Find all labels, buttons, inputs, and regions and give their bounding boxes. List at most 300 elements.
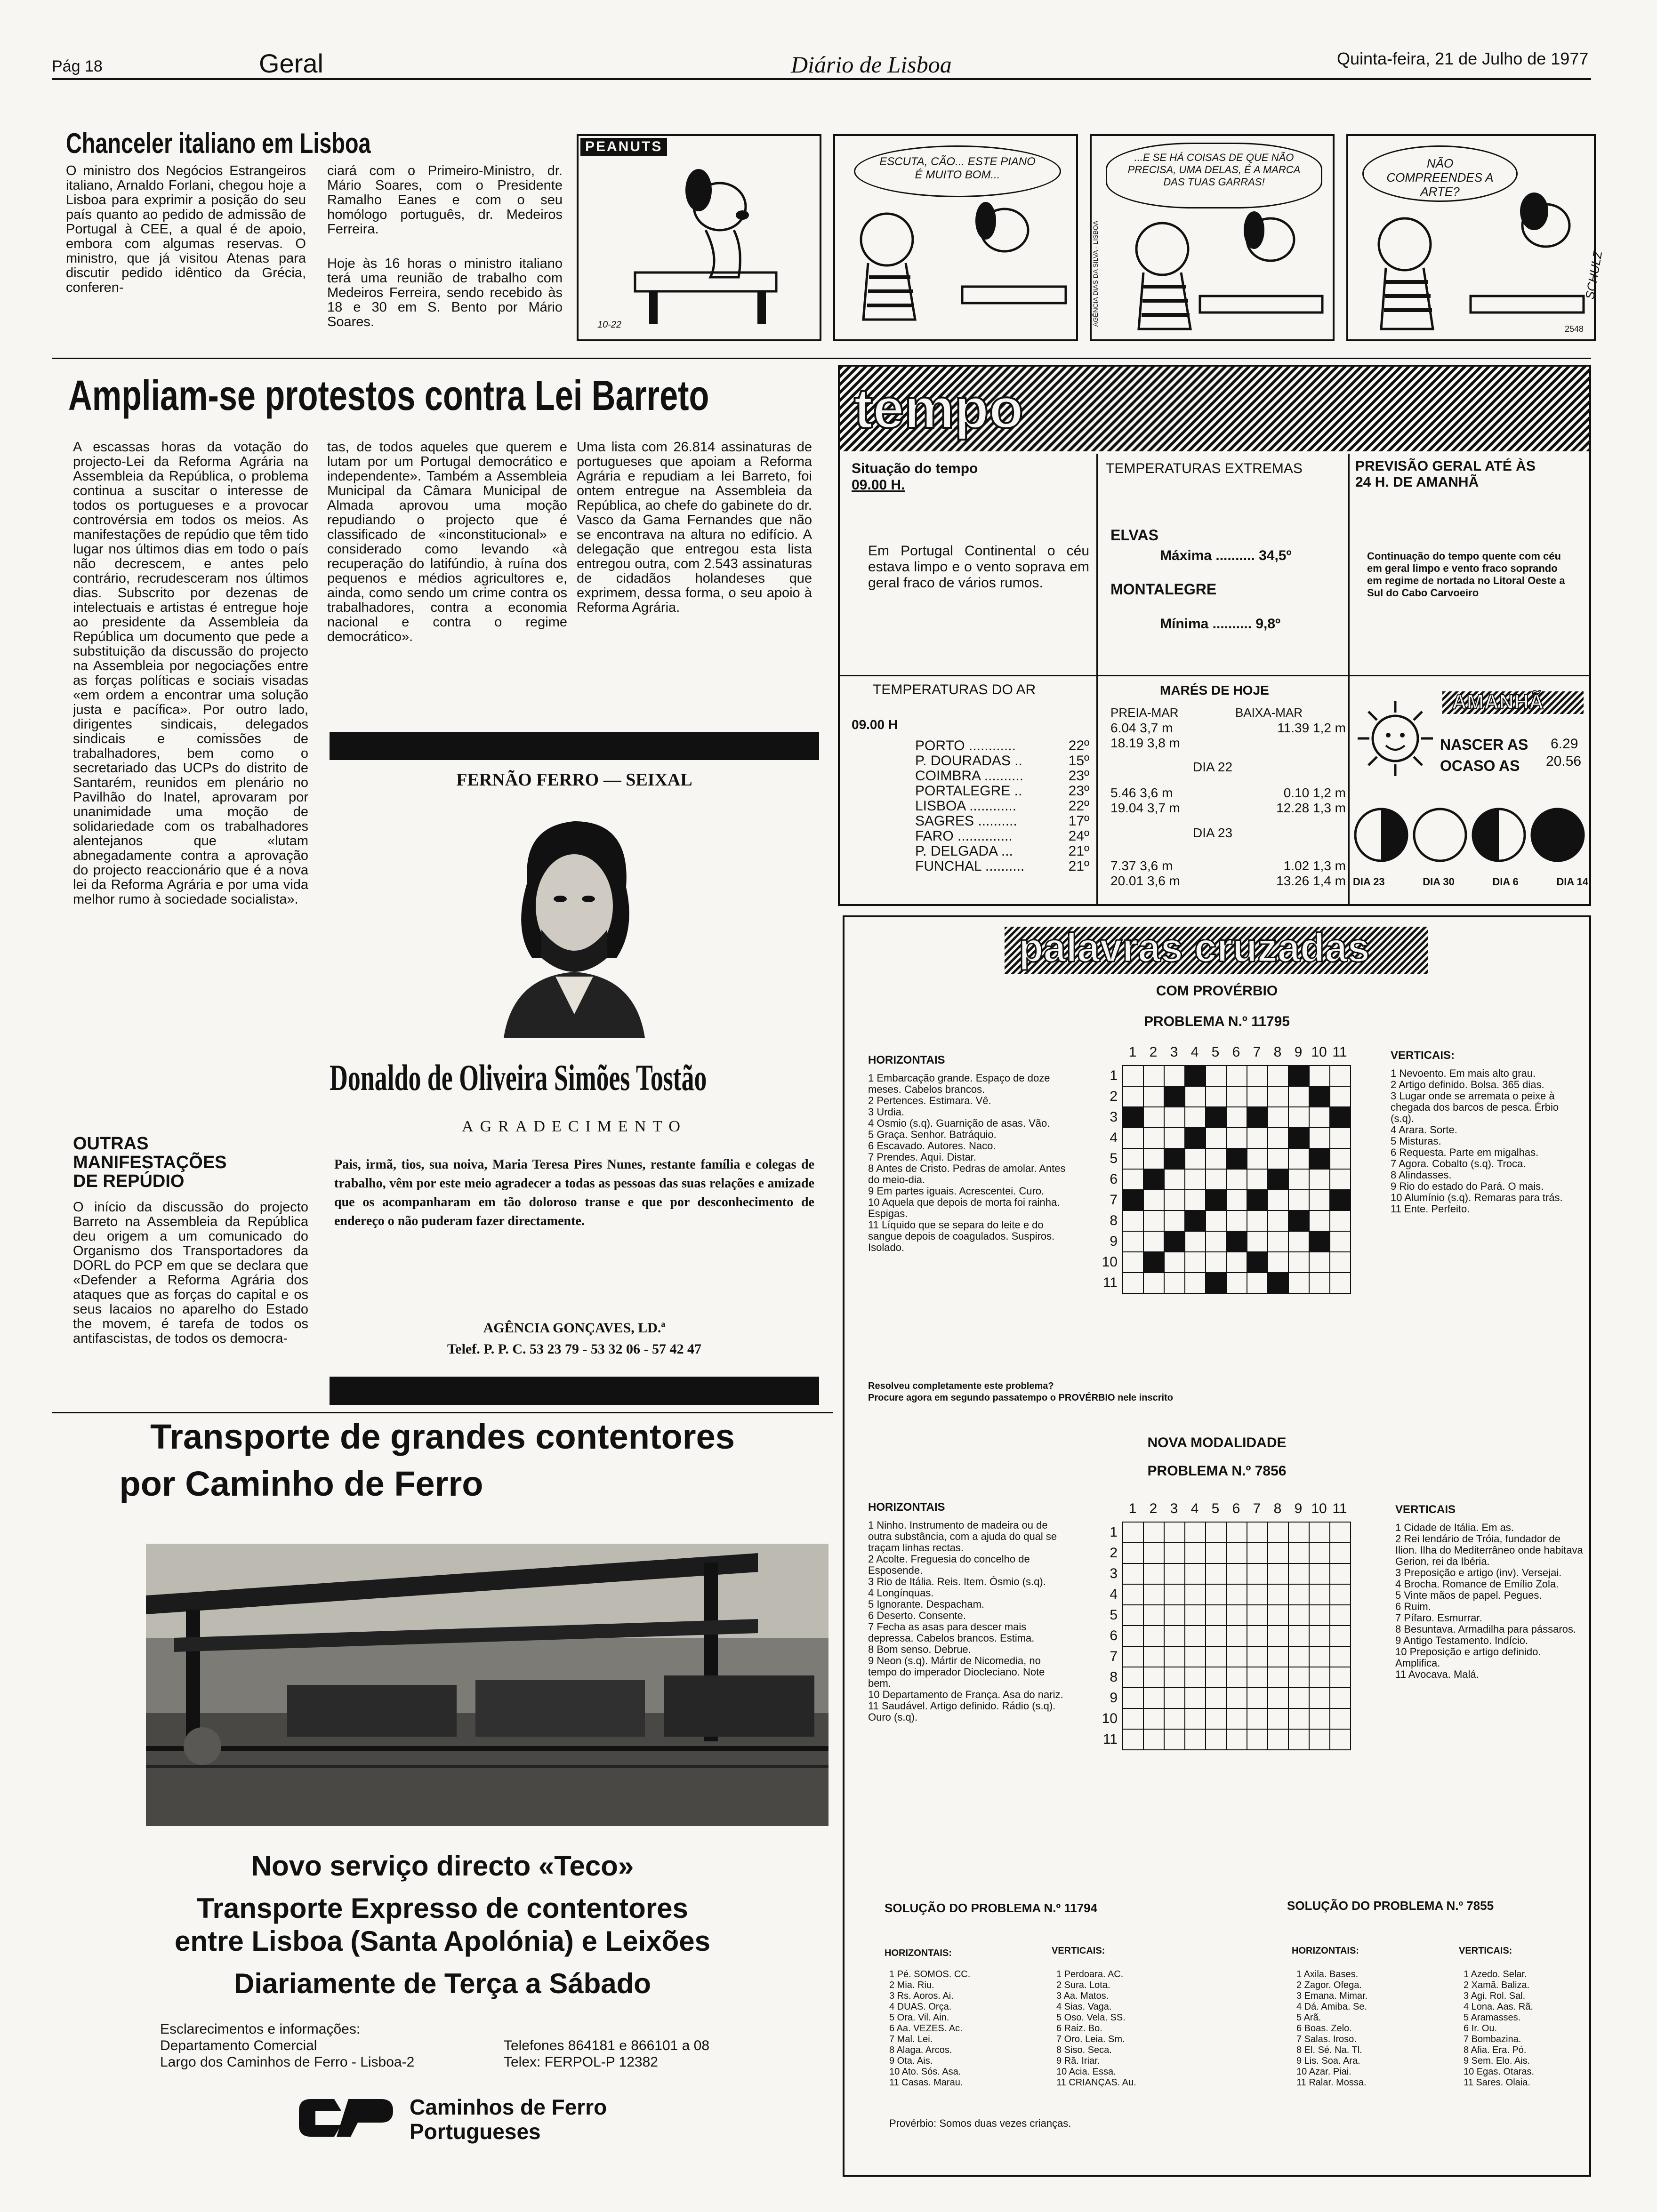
tides-block-3: [1110, 858, 1346, 889]
grid-cell[interactable]: [1143, 1251, 1165, 1273]
cw1-horiz-clues: [868, 1073, 1066, 1253]
grid-cell[interactable]: [1205, 1584, 1227, 1605]
grid-cell[interactable]: [1329, 1646, 1351, 1667]
grid-cell[interactable]: [1143, 1106, 1165, 1128]
grid-cell[interactable]: [1247, 1604, 1268, 1626]
train-photo: [146, 1544, 828, 1826]
grid-cell[interactable]: [1184, 1667, 1206, 1688]
grid-cell[interactable]: [1329, 1127, 1351, 1149]
grid-cell[interactable]: [1309, 1251, 1330, 1273]
grid-cell[interactable]: [1267, 1210, 1289, 1232]
grid-cell[interactable]: [1122, 1148, 1144, 1170]
grid-cell[interactable]: [1329, 1251, 1351, 1273]
grid-cell[interactable]: [1267, 1231, 1289, 1252]
grid-cell[interactable]: [1143, 1086, 1165, 1107]
grid-cell[interactable]: [1329, 1604, 1351, 1626]
grid-cell[interactable]: [1329, 1231, 1351, 1252]
grid-cell[interactable]: [1164, 1667, 1185, 1688]
grid-cell[interactable]: [1309, 1542, 1330, 1564]
city-row: SAGRES .......... 17º: [915, 813, 1089, 829]
grid-cell[interactable]: [1309, 1604, 1330, 1626]
grid-cell[interactable]: [1288, 1272, 1310, 1294]
grid-cell[interactable]: [1122, 1189, 1144, 1211]
grid-cell[interactable]: [1164, 1729, 1185, 1750]
snoopy-piano-1: [579, 136, 820, 339]
grid-cell[interactable]: [1205, 1625, 1227, 1647]
grid-cell[interactable]: [1226, 1106, 1247, 1128]
grid-cell[interactable]: [1205, 1251, 1227, 1273]
sol-line: 10 Ato. Sós. Asa.: [889, 2067, 961, 2077]
grid-cell[interactable]: [1122, 1729, 1144, 1750]
grid-cell[interactable]: [1122, 1584, 1144, 1605]
grid-cell[interactable]: [1329, 1106, 1351, 1128]
grid-cell[interactable]: [1267, 1563, 1289, 1585]
grid-cell[interactable]: [1288, 1729, 1310, 1750]
grid-cell[interactable]: [1226, 1086, 1247, 1107]
grid-cell[interactable]: [1205, 1729, 1227, 1750]
grid-cell[interactable]: [1226, 1542, 1247, 1564]
grid-cell[interactable]: [1143, 1065, 1165, 1087]
grid-cell[interactable]: [1122, 1563, 1144, 1585]
grid-cell[interactable]: [1329, 1687, 1351, 1709]
grid-cell[interactable]: [1226, 1210, 1247, 1232]
grid-cell[interactable]: [1143, 1189, 1165, 1211]
grid-cell[interactable]: [1247, 1522, 1268, 1543]
grid-cell[interactable]: [1143, 1563, 1165, 1585]
grid-cell[interactable]: [1309, 1210, 1330, 1232]
grid-cell[interactable]: [1329, 1272, 1351, 1294]
crossword-title: palavras cruzadas: [1019, 925, 1370, 970]
grid-cell[interactable]: [1247, 1542, 1268, 1564]
clue: 4 Brocha. Romance de Emílio Zola.: [1395, 1578, 1559, 1590]
issue-date: Quinta-feira, 21 de Julho de 1977: [1337, 49, 1589, 68]
grid-cell[interactable]: [1288, 1563, 1310, 1585]
grid-cell[interactable]: [1184, 1065, 1206, 1087]
grid-cell[interactable]: [1226, 1584, 1247, 1605]
grid-row-number: 2: [1110, 1545, 1118, 1561]
grid-cell[interactable]: [1309, 1127, 1330, 1149]
barreto-col1: A escassas horas da votação do projecto-Lei da Reforma Agrária na Assembleia da República, o problema continua a suscitar o interesse de todos os portugueses e a provocar controvérsia em todos os meios. As manifestações de repúdio que têm tido lugar nos últimos dias em todo o país não decrescem, e antes pelo contrário, recrudesceram nos últimos dias. Subscrito por dezenas de intelectuais e artistas é entregue hoje ao presidente da Assembleia da República um documento que pede a substituição da discussão do projecto na Assembleia por negociações entre as forças políticas e sociais visadas «em ordem a encontrar uma solução justa e pacífica». Por outro lado, dirigentes sindicais, delegados sindicais e comissões de trabalhadores, bem como o secretariado das UCPs do distrito de Santarém, reunidos em plenário no Pavilhão do Inatel, aprovaram por unanimidade uma moção de solidariedade com os trabalhadores alentejanos que «lutam abnegadamente contra a aprovação do projecto reaccionário que é a nova lei da Reforma Agrária e por uma vida melhor rumo à sociedade socialista».: [73, 440, 308, 907]
grid-cell[interactable]: [1205, 1646, 1227, 1667]
grid-cell[interactable]: [1184, 1251, 1206, 1273]
grid-cell[interactable]: [1184, 1272, 1206, 1294]
grid-cell[interactable]: [1247, 1708, 1268, 1730]
grid-cell[interactable]: [1226, 1708, 1247, 1730]
grid-cell[interactable]: [1226, 1189, 1247, 1211]
grid-cell[interactable]: [1267, 1646, 1289, 1667]
grid-cell[interactable]: [1309, 1189, 1330, 1211]
grid-cell[interactable]: [1164, 1542, 1185, 1564]
grid-cell[interactable]: [1288, 1065, 1310, 1087]
grid-cell[interactable]: [1288, 1542, 1310, 1564]
grid-cell[interactable]: [1226, 1687, 1247, 1709]
grid-cell[interactable]: [1205, 1148, 1227, 1170]
grid-cell[interactable]: [1122, 1086, 1144, 1107]
grid-cell[interactable]: [1309, 1667, 1330, 1688]
grid-cell[interactable]: [1205, 1210, 1227, 1232]
grid-cell[interactable]: [1122, 1667, 1144, 1688]
grid-col-number: 2: [1149, 1044, 1158, 1060]
grid-cell[interactable]: [1288, 1584, 1310, 1605]
grid-cell[interactable]: [1247, 1127, 1268, 1149]
grid-cell[interactable]: [1122, 1646, 1144, 1667]
grid-cell[interactable]: [1247, 1667, 1268, 1688]
cw1-problem: PROBLEMA N.º 11795: [1144, 1014, 1290, 1029]
grid-cell[interactable]: [1267, 1687, 1289, 1709]
grid-cell[interactable]: [1143, 1604, 1165, 1626]
grid-cell[interactable]: [1247, 1584, 1268, 1605]
section-name: Geral: [259, 48, 323, 78]
grid-cell[interactable]: [1226, 1667, 1247, 1688]
grid-cell[interactable]: [1309, 1065, 1330, 1087]
grid-cell[interactable]: [1309, 1729, 1330, 1750]
grid-cell[interactable]: [1226, 1272, 1247, 1294]
clue: 5 Misturas.: [1391, 1135, 1441, 1147]
grid-cell[interactable]: [1247, 1106, 1268, 1128]
grid-cell[interactable]: [1309, 1708, 1330, 1730]
grid-cell[interactable]: [1143, 1210, 1165, 1232]
grid-cell[interactable]: [1184, 1584, 1206, 1605]
grid-cell[interactable]: [1164, 1210, 1185, 1232]
grid-cell[interactable]: [1267, 1148, 1289, 1170]
info-tel: Telefones 864181 e 866101 a 08: [504, 2038, 710, 2053]
grid-cell[interactable]: [1143, 1708, 1165, 1730]
grid-cell[interactable]: [1288, 1210, 1310, 1232]
sol-line: 10 Egas. Otaras.: [1464, 2067, 1535, 2077]
grid-cell[interactable]: [1205, 1127, 1227, 1149]
grid-cell[interactable]: [1226, 1127, 1247, 1149]
obit-name: Donaldo de Oliveira Simões Tostão: [330, 1057, 707, 1098]
grid-cell[interactable]: [1143, 1542, 1165, 1564]
clue: 9 Neon (s.q). Mártir de Nicomedia, no tempo do imperador Diocleciano. Note bem.: [868, 1655, 1045, 1689]
grid-cell[interactable]: [1205, 1272, 1227, 1294]
grid-cell[interactable]: [1143, 1231, 1165, 1252]
grid-col-number: 11: [1332, 1044, 1347, 1060]
obit-bottom-bar: [330, 1377, 819, 1405]
comic-panel-2: [833, 134, 1078, 341]
grid-cell[interactable]: [1205, 1086, 1227, 1107]
clue: 3 Preposição e artigo (inv). Versejai.: [1395, 1567, 1562, 1579]
grid-cell[interactable]: [1247, 1086, 1268, 1107]
grid-cell[interactable]: [1164, 1065, 1185, 1087]
tide-value: 1.02 1,3 m: [1283, 858, 1346, 873]
grid-cell[interactable]: [1288, 1667, 1310, 1688]
grid-cell[interactable]: [1205, 1169, 1227, 1190]
grid-cell[interactable]: [1205, 1604, 1227, 1626]
grid-cell[interactable]: [1122, 1065, 1144, 1087]
grid-cell[interactable]: [1143, 1127, 1165, 1149]
ar-heading: TEMPERATURAS DO AR: [873, 682, 1036, 697]
grid-cell[interactable]: [1122, 1625, 1144, 1647]
grid-cell[interactable]: [1164, 1148, 1185, 1170]
grid-cell[interactable]: [1267, 1272, 1289, 1294]
grid-cell[interactable]: [1164, 1708, 1185, 1730]
grid-cell[interactable]: [1267, 1127, 1289, 1149]
peanuts-comic: [577, 134, 1605, 341]
grid-cell[interactable]: [1205, 1189, 1227, 1211]
grid-cell[interactable]: [1205, 1065, 1227, 1087]
grid-cell[interactable]: [1226, 1522, 1247, 1543]
grid-cell[interactable]: [1267, 1106, 1289, 1128]
grid-cell[interactable]: [1329, 1563, 1351, 1585]
grid-cell[interactable]: [1247, 1231, 1268, 1252]
grid-cell[interactable]: [1247, 1272, 1268, 1294]
grid-cell[interactable]: [1247, 1148, 1268, 1170]
grid-cell[interactable]: [1247, 1563, 1268, 1585]
grid-cell[interactable]: [1247, 1169, 1268, 1190]
grid-cell[interactable]: [1143, 1646, 1165, 1667]
grid-cell[interactable]: [1288, 1127, 1310, 1149]
grid-cell[interactable]: [1267, 1065, 1289, 1087]
grid-cell[interactable]: [1329, 1625, 1351, 1647]
grid-cell[interactable]: [1184, 1708, 1206, 1730]
grid-cell[interactable]: [1164, 1169, 1185, 1190]
grid-cell[interactable]: [1164, 1127, 1185, 1149]
grid-cell[interactable]: [1184, 1687, 1206, 1709]
ocaso-label: OCASO AS: [1440, 757, 1520, 774]
grid-cell[interactable]: [1164, 1563, 1185, 1585]
grid-cell[interactable]: [1267, 1169, 1289, 1190]
grid-cell[interactable]: [1288, 1687, 1310, 1709]
grid-cell[interactable]: [1288, 1646, 1310, 1667]
grid-cell[interactable]: [1184, 1189, 1206, 1211]
grid-cell[interactable]: [1164, 1584, 1185, 1605]
grid-cell[interactable]: [1226, 1148, 1247, 1170]
grid-cell[interactable]: [1288, 1106, 1310, 1128]
balloon-2: ESCUTA, CÃO... ESTE PIANO É MUITO BOM...: [854, 145, 1061, 197]
grid-cell[interactable]: [1329, 1148, 1351, 1170]
sol-line: 10 Azar. Piai.: [1296, 2067, 1351, 2077]
city-row: P. DOURADAS .. 15º: [915, 753, 1089, 769]
grid-cell[interactable]: [1184, 1169, 1206, 1190]
grid-cell[interactable]: [1226, 1231, 1247, 1252]
grid-cell[interactable]: [1122, 1708, 1144, 1730]
grid-cell[interactable]: [1184, 1729, 1206, 1750]
grid-cell[interactable]: [1184, 1625, 1206, 1647]
grid-cell[interactable]: [1226, 1729, 1247, 1750]
grid-cell[interactable]: [1288, 1189, 1310, 1211]
grid-row-number: 2: [1110, 1089, 1118, 1104]
grid-cell[interactable]: [1309, 1169, 1330, 1190]
grid-col-number: 10: [1311, 1044, 1327, 1060]
grid-cell[interactable]: [1164, 1189, 1185, 1211]
grid-cell[interactable]: [1247, 1625, 1268, 1647]
grid-cell[interactable]: [1247, 1065, 1268, 1087]
grid-cell[interactable]: [1309, 1563, 1330, 1585]
grid-cell[interactable]: [1143, 1169, 1165, 1190]
grid-cell[interactable]: [1329, 1169, 1351, 1190]
grid-cell[interactable]: [1267, 1189, 1289, 1211]
masthead: Diário de Lisboa: [791, 51, 952, 78]
grid-cell[interactable]: [1329, 1729, 1351, 1750]
grid-cell[interactable]: [1164, 1625, 1185, 1647]
tempo-title: tempo: [854, 377, 1023, 440]
grid-cell[interactable]: [1143, 1522, 1165, 1543]
grid-cell[interactable]: [1267, 1667, 1289, 1688]
grid-cell[interactable]: [1267, 1522, 1289, 1543]
grid-cell[interactable]: [1309, 1522, 1330, 1543]
grid-cell[interactable]: [1143, 1272, 1165, 1294]
grid-cell[interactable]: [1184, 1542, 1206, 1564]
grid-cell[interactable]: [1122, 1127, 1144, 1149]
grid-cell[interactable]: [1205, 1667, 1227, 1688]
grid-cell[interactable]: [1267, 1604, 1289, 1626]
sun-icon: [1355, 698, 1435, 778]
grid-cell[interactable]: [1309, 1625, 1330, 1647]
grid-cell[interactable]: [1184, 1086, 1206, 1107]
city-row: P. DELGADA ... 21º: [915, 843, 1089, 859]
comic-panel-3: [1090, 134, 1335, 341]
grid-cell[interactable]: [1288, 1625, 1310, 1647]
grid-cell[interactable]: [1164, 1646, 1185, 1667]
grid-cell[interactable]: [1267, 1729, 1289, 1750]
grid-cell[interactable]: [1247, 1189, 1268, 1211]
grid-cell[interactable]: [1288, 1231, 1310, 1252]
grid-cell[interactable]: [1205, 1522, 1227, 1543]
grid-cell[interactable]: [1143, 1667, 1165, 1688]
grid-cell[interactable]: [1329, 1189, 1351, 1211]
grid-cell[interactable]: [1184, 1106, 1206, 1128]
grid-cell[interactable]: [1247, 1729, 1268, 1750]
grid-cell[interactable]: [1309, 1106, 1330, 1128]
grid-cell[interactable]: [1205, 1106, 1227, 1128]
situacao-time: 09.00 H.: [852, 477, 905, 493]
grid-cell[interactable]: [1329, 1522, 1351, 1543]
grid-cell[interactable]: [1122, 1210, 1144, 1232]
grid-cell[interactable]: [1226, 1065, 1247, 1087]
grid-cell[interactable]: [1329, 1065, 1351, 1087]
grid-col-number: 7: [1253, 1501, 1261, 1516]
grid-cell[interactable]: [1309, 1687, 1330, 1709]
grid-cell[interactable]: [1122, 1272, 1144, 1294]
schedule-line: Diariamente de Terça a Sábado: [234, 1968, 651, 1999]
grid-cell[interactable]: [1288, 1522, 1310, 1543]
grid-cell[interactable]: [1184, 1127, 1206, 1149]
grid-cell[interactable]: [1288, 1148, 1310, 1170]
grid-cell[interactable]: [1164, 1272, 1185, 1294]
grid-cell[interactable]: [1143, 1625, 1165, 1647]
comic-date-mark: 10-22: [597, 320, 622, 330]
grid-col-number: 4: [1190, 1501, 1199, 1516]
tides-block-2: [1110, 785, 1346, 816]
grid-cell[interactable]: [1247, 1210, 1268, 1232]
grid-cell[interactable]: [1164, 1106, 1185, 1128]
clue: 3 Urdia.: [868, 1106, 905, 1118]
grid-cell[interactable]: [1288, 1708, 1310, 1730]
grid-cell[interactable]: [1184, 1522, 1206, 1543]
tides-block-1: [1110, 721, 1346, 751]
grid-cell[interactable]: [1267, 1542, 1289, 1564]
grid-cell[interactable]: [1184, 1231, 1206, 1252]
grid-cell[interactable]: [1309, 1231, 1330, 1252]
sol-line: 6 Aa. VEZES. Ac.: [889, 2023, 963, 2034]
grid-cell[interactable]: [1329, 1584, 1351, 1605]
grid-cell[interactable]: [1122, 1169, 1144, 1190]
grid-cell[interactable]: [1288, 1169, 1310, 1190]
comic-credit: AGÊNCIA DIAS DA SILVA - LISBOA: [1092, 221, 1099, 327]
nascer-value: 6.29: [1551, 736, 1578, 752]
grid-cell[interactable]: [1184, 1210, 1206, 1232]
grid-cell[interactable]: [1267, 1584, 1289, 1605]
sol-line: 9 Sem. Elo. Ais.: [1464, 2056, 1530, 2066]
grid-cell[interactable]: [1288, 1251, 1310, 1273]
grid-cell[interactable]: [1143, 1148, 1165, 1170]
grid-cell[interactable]: [1309, 1148, 1330, 1170]
grid-cell[interactable]: [1143, 1584, 1165, 1605]
grid-cell[interactable]: [1164, 1231, 1185, 1252]
grid-cell[interactable]: [1226, 1646, 1247, 1667]
grid-cell[interactable]: [1122, 1251, 1144, 1273]
sol-line: 1 Azedo. Selar.: [1464, 1969, 1527, 1980]
grid-cell[interactable]: [1205, 1542, 1227, 1564]
grid-cell[interactable]: [1329, 1667, 1351, 1688]
grid-cell[interactable]: [1329, 1708, 1351, 1730]
grid-cell[interactable]: [1122, 1231, 1144, 1252]
grid-cell[interactable]: [1122, 1687, 1144, 1709]
grid-cell[interactable]: [1226, 1625, 1247, 1647]
grid-cell[interactable]: [1122, 1522, 1144, 1543]
grid-cell[interactable]: [1184, 1646, 1206, 1667]
grid-cell[interactable]: [1122, 1542, 1144, 1564]
grid-cell[interactable]: [1329, 1210, 1351, 1232]
grid-cell[interactable]: [1164, 1687, 1185, 1709]
grid-cell[interactable]: [1184, 1563, 1206, 1585]
moon-date: DIA 6: [1492, 876, 1519, 888]
grid-cell[interactable]: [1205, 1563, 1227, 1585]
clue: 2 Rei lendário de Tróia, fundador de Ilion. Ilha do Mediterrâneo onde habitava Gerion, rei da Ibéria.: [1395, 1533, 1583, 1567]
grid-cell[interactable]: [1143, 1687, 1165, 1709]
grid-cell[interactable]: [1164, 1604, 1185, 1626]
crossword-banner: [1005, 927, 1428, 974]
grid-cell[interactable]: [1247, 1687, 1268, 1709]
grid-cell[interactable]: [1226, 1251, 1247, 1273]
grid-cell[interactable]: [1226, 1563, 1247, 1585]
grid-cell[interactable]: [1267, 1708, 1289, 1730]
grid-col-number: 1: [1128, 1044, 1137, 1060]
clue: 1 Ninho. Instrumento de madeira ou de outra substância, com a ajuda do qual se traçam linhas rectas.: [868, 1519, 1057, 1554]
grid-cell[interactable]: [1309, 1086, 1330, 1107]
city-row: LISBOA ............ 22º: [915, 798, 1089, 814]
grid-cell[interactable]: [1226, 1604, 1247, 1626]
grid-cell[interactable]: [1122, 1604, 1144, 1626]
grid-cell[interactable]: [1205, 1687, 1227, 1709]
grid-cell[interactable]: [1184, 1148, 1206, 1170]
grid-cell[interactable]: [1247, 1251, 1268, 1273]
grid-cell[interactable]: [1164, 1522, 1185, 1543]
grid-cell[interactable]: [1329, 1086, 1351, 1107]
grid-cell[interactable]: [1164, 1086, 1185, 1107]
grid-cell[interactable]: [1288, 1604, 1310, 1626]
grid-cell[interactable]: [1247, 1646, 1268, 1667]
grid-cell[interactable]: [1309, 1272, 1330, 1294]
grid-cell[interactable]: [1164, 1251, 1185, 1273]
grid-cell[interactable]: [1309, 1646, 1330, 1667]
grid-cell[interactable]: [1267, 1086, 1289, 1107]
grid-col-number: 8: [1273, 1044, 1282, 1060]
grid-cell[interactable]: [1267, 1625, 1289, 1647]
grid-cell[interactable]: [1184, 1604, 1206, 1626]
grid-cell[interactable]: [1267, 1251, 1289, 1273]
grid-cell[interactable]: [1205, 1708, 1227, 1730]
grid-cell[interactable]: [1329, 1542, 1351, 1564]
grid-cell[interactable]: [1122, 1106, 1144, 1128]
grid-cell[interactable]: [1143, 1729, 1165, 1750]
grid-cell[interactable]: [1288, 1086, 1310, 1107]
grid-cell[interactable]: [1309, 1584, 1330, 1605]
grid-cell[interactable]: [1226, 1169, 1247, 1190]
cw2-vert-head: VERTICAIS: [1395, 1503, 1456, 1516]
grid-cell[interactable]: [1205, 1231, 1227, 1252]
